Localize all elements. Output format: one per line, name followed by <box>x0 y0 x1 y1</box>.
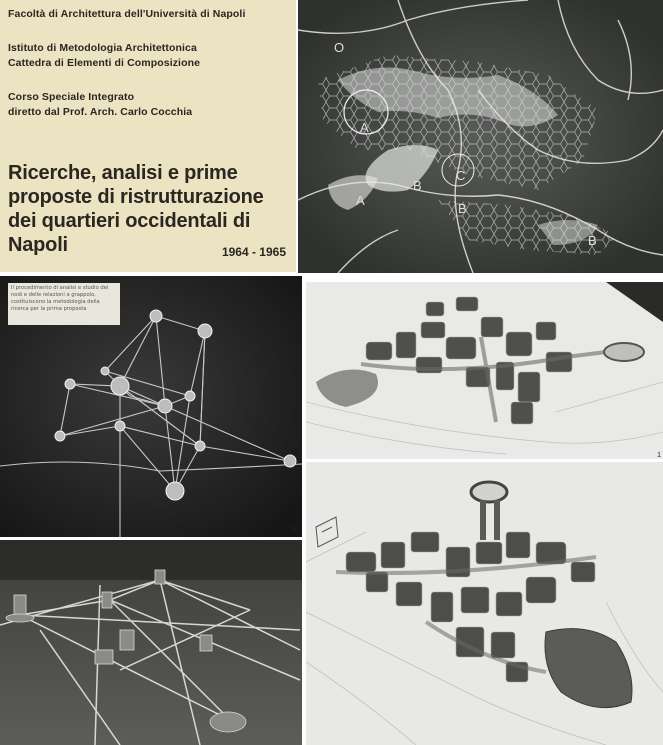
map-letter-3: B <box>413 178 422 193</box>
tower-plaza <box>471 482 507 502</box>
string-model-drawing <box>0 540 302 745</box>
title-card <box>0 0 296 272</box>
page-number-1: 1 <box>657 452 661 459</box>
map-letter-4: C <box>456 168 466 183</box>
string-model-photo <box>0 540 302 745</box>
faculty-text: Facoltà di Architettura dell'Università di Napoli <box>8 8 246 20</box>
page-number-58: 58 <box>290 526 298 533</box>
urban-model-drawing-1 <box>306 282 663 459</box>
title-line-2: proposte di ristrutturazione <box>8 186 264 208</box>
map-letter-2: A <box>360 120 369 135</box>
territorial-map-photo <box>298 0 663 273</box>
title-line-4: Napoli <box>8 234 68 256</box>
map-letter-1: O <box>334 40 345 55</box>
round-plaza <box>604 343 644 361</box>
urban-model-photo-1 <box>306 282 663 459</box>
map-letter-7: B <box>588 233 597 248</box>
institute-text-1: Istituto di Metodologia Architettonica <box>8 42 197 54</box>
title-line-1: Ricerche, analisi e prime <box>8 162 238 184</box>
photo-caption: Il procedimento di analisi e studio dei nodi e delle relazioni a grappolo, costituiscono la metodologia della ricerca per la prima proposta <box>8 283 120 325</box>
map-letter-6: B <box>458 201 467 216</box>
title-line-3: dei quartieri occidentali di <box>8 210 251 232</box>
map-drawing <box>298 0 663 273</box>
years-text: 1964 - 1965 <box>221 245 286 259</box>
course-text-1: Corso Speciale Integrato <box>8 91 135 103</box>
institute-text-2: Cattedra di Elementi di Composizione <box>8 57 201 69</box>
urban-model-drawing-2 <box>306 462 663 745</box>
map-letter-5: A <box>356 193 365 208</box>
network-model-photo <box>0 276 302 537</box>
urban-model-photo-2 <box>306 462 663 745</box>
course-text-2: diretto dal Prof. Arch. Carlo Cocchia <box>8 106 193 118</box>
